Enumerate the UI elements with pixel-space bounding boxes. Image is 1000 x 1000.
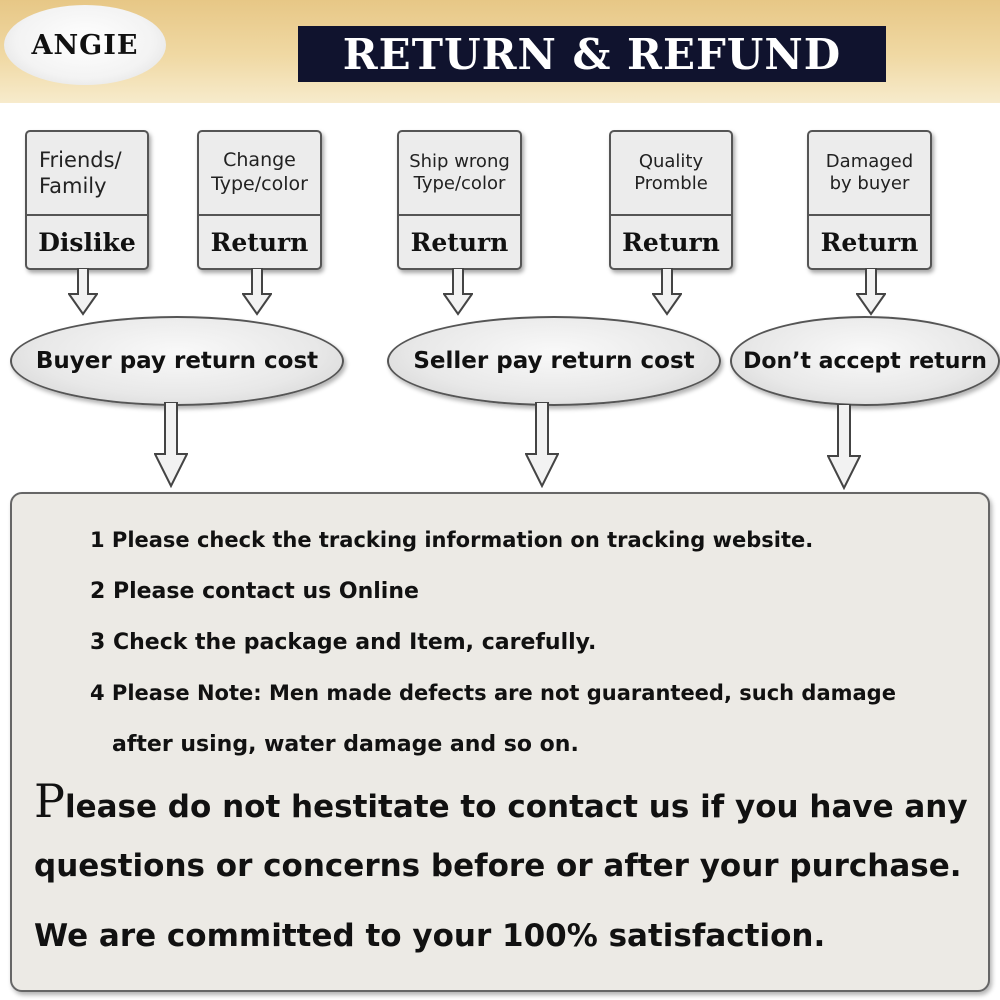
reason-line2: Promble <box>634 173 708 194</box>
page-title: RETURN & REFUND <box>298 26 886 82</box>
reason-line1: Change <box>223 149 296 172</box>
reason-action: Return <box>809 214 930 268</box>
outcome-label: Buyer pay return cost <box>35 348 319 374</box>
reason-card-damaged <box>807 130 932 270</box>
outcome-buyer-pays <box>10 316 344 406</box>
down-arrow-icon <box>856 268 886 316</box>
note-item-4-continued: after using, water damage and so on. <box>112 732 579 757</box>
closing-line-2: questions or concerns before or after your purchase. <box>34 848 962 884</box>
down-arrow-icon <box>154 402 188 488</box>
reason-line2: Type/color <box>211 173 308 195</box>
down-arrow-icon <box>652 268 682 316</box>
reason-line1: Friends/ <box>39 147 122 172</box>
reason-line2: by buyer <box>829 173 910 194</box>
reason-line1: Ship wrong <box>409 150 510 172</box>
reason-line1: Damaged <box>825 150 914 172</box>
reason-line2: Family <box>39 174 107 198</box>
reason-line1: Quality <box>638 150 704 172</box>
down-arrow-icon <box>68 268 98 316</box>
closing-line-3: We are committed to your 100% satisfaction. <box>34 918 826 954</box>
note-item-1: 1 Please check the tracking information on tracking website. <box>90 528 814 552</box>
reason-action: Return <box>611 214 731 268</box>
note-item-3: 3 Check the package and Item, carefully. <box>90 630 597 655</box>
reason-line2: Type/color <box>413 173 506 194</box>
brand-logo: ANGIE <box>4 5 166 85</box>
notes-panel <box>10 492 990 992</box>
closing-initial: P <box>34 774 65 828</box>
down-arrow-icon <box>525 402 559 488</box>
closing-line-1-rest: lease do not hestitate to contact us if you have any <box>64 789 968 825</box>
down-arrow-icon <box>827 404 861 490</box>
reason-card-quality <box>609 130 733 270</box>
reason-action: Return <box>199 214 320 268</box>
reason-action: Dislike <box>27 214 147 268</box>
down-arrow-icon <box>443 268 473 316</box>
down-arrow-icon <box>242 268 272 316</box>
note-item-4: 4 Please Note: Men made defects are not guaranteed, such damage <box>90 681 896 705</box>
reason-card-ship-wrong <box>397 130 522 270</box>
outcome-label: Don’t accept return <box>743 348 987 374</box>
note-item-2: 2 Please contact us Online <box>90 579 419 604</box>
reason-card-friends-family <box>25 130 149 270</box>
header-banner-area <box>0 0 1000 103</box>
reason-card-change-type <box>197 130 322 270</box>
reason-action: Return <box>399 214 520 268</box>
outcome-label: Seller pay return cost <box>413 348 695 374</box>
closing-line-1 <box>34 774 968 828</box>
outcome-seller-pays <box>387 316 721 406</box>
outcome-no-return <box>730 316 1000 406</box>
